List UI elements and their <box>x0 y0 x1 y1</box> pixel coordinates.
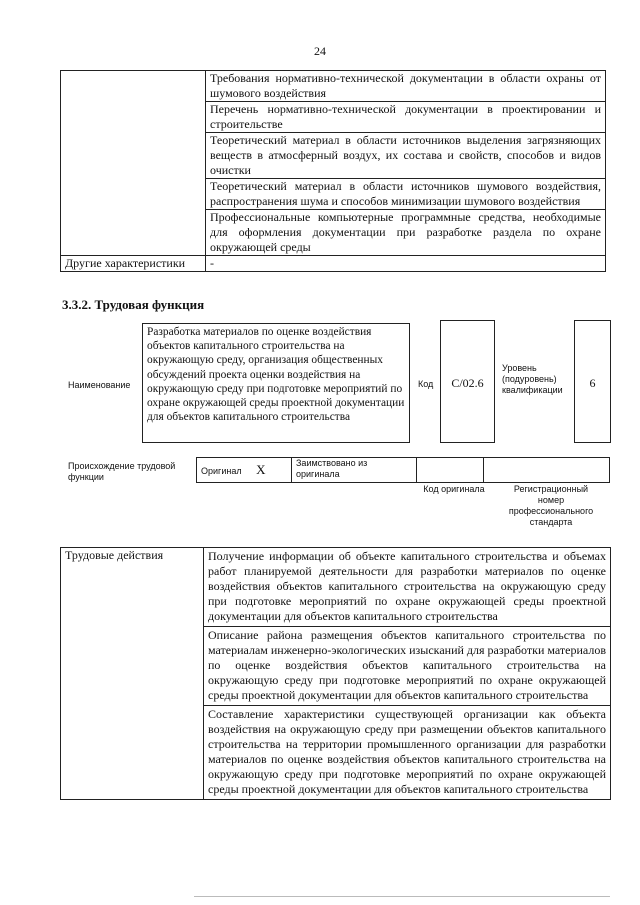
function-code-box: С/02.6 <box>440 320 495 443</box>
function-name-box: Разработка материалов по оценке воздействия объектов капитального строительства на окружающую среду, организация общественных обсуждений проекта оценки воздействия на окружающую среду при подготовке мероприятий по охране окружающей среды проектной документации для объектов капитального строительства <box>142 323 410 443</box>
original-mark: X <box>256 461 266 477</box>
borrowed-cell: Заимствовано из оригинала <box>292 458 417 483</box>
reg-number-caption: Регистрационный номер профессионального стандарта <box>508 484 594 527</box>
reg-number-cell <box>484 458 610 483</box>
labor-actions-table <box>60 547 611 800</box>
table-row <box>197 458 610 483</box>
name-label: Наименование <box>68 380 131 390</box>
table-row <box>61 548 611 627</box>
page-number: 24 <box>314 44 326 58</box>
table-cell: Теоретический материал в области источников шумового воздействия, распространения шума и способов минимизации шумового воздействия <box>206 179 606 210</box>
qualification-level-box: 6 <box>574 320 611 443</box>
table-cell: Описание района размещения объектов капитального строительства по материалам инженерно-экологических изысканий для разработки материалов по оценке воздействия объектов капитального строительства на окружающую среду при подготовке мероприятий по охране окружающей среды проектной документации для объектов капитального строительства <box>204 627 611 706</box>
section-title: 3.3.2. Трудовая функция <box>62 297 205 312</box>
table-cell: Теоретический материал в области источников выделения загрязняющих веществ в атмосферный воздух, их состава и свойств, способов и видов очистки <box>206 133 606 179</box>
table-cell-empty <box>61 71 206 256</box>
table-row <box>61 256 606 272</box>
code-original-cell <box>417 458 484 483</box>
table-cell: Требования нормативно-технической документации в области охраны от шумового воздействия <box>206 71 606 102</box>
original-label: Оригинал <box>201 465 242 476</box>
qualification-level-label: Уровень (подуровень) квалификации <box>502 363 563 395</box>
table-row <box>61 71 606 102</box>
code-original-caption: Код оригинала <box>423 484 485 494</box>
code-label: Код <box>418 379 434 389</box>
table-cell: Составление характеристики существующей организации как объекта воздействия на окружающую среду при размещении объектов капитального строительства на территории промышленного организации для разработки материалов по оценке воздействия объектов капитального строительства на окружающую среду при подготовке мероприятий по охране окружающей среды проектной документации для объектов капитального строительства <box>204 706 611 800</box>
origin-label: Происхождение трудовой функции <box>68 461 176 482</box>
table-cell: - <box>206 256 606 272</box>
divider <box>194 896 610 897</box>
labor-actions-label: Трудовые действия <box>61 548 204 800</box>
table-cell: Перечень нормативно-технической документации в проектировании и строительстве <box>206 102 606 133</box>
table-cell-label: Другие характеристики <box>61 256 206 272</box>
original-cell <box>197 458 292 483</box>
table-cell: Получение информации об объекте капитального строительства и объемах работ планируемой деятельности для разработки материалов по оценке воздействия объектов капитального строительства на окружающую среду при подготовке мероприятий по охране окружающей среды проектной документации для объектов капитального строительства <box>204 548 611 627</box>
table-cell: Профессиональные компьютерные программные средства, необходимые для оформления документации при разработке раздела по охране окружающей среды <box>206 210 606 256</box>
origin-table <box>196 457 610 483</box>
knowledge-table <box>60 70 606 272</box>
